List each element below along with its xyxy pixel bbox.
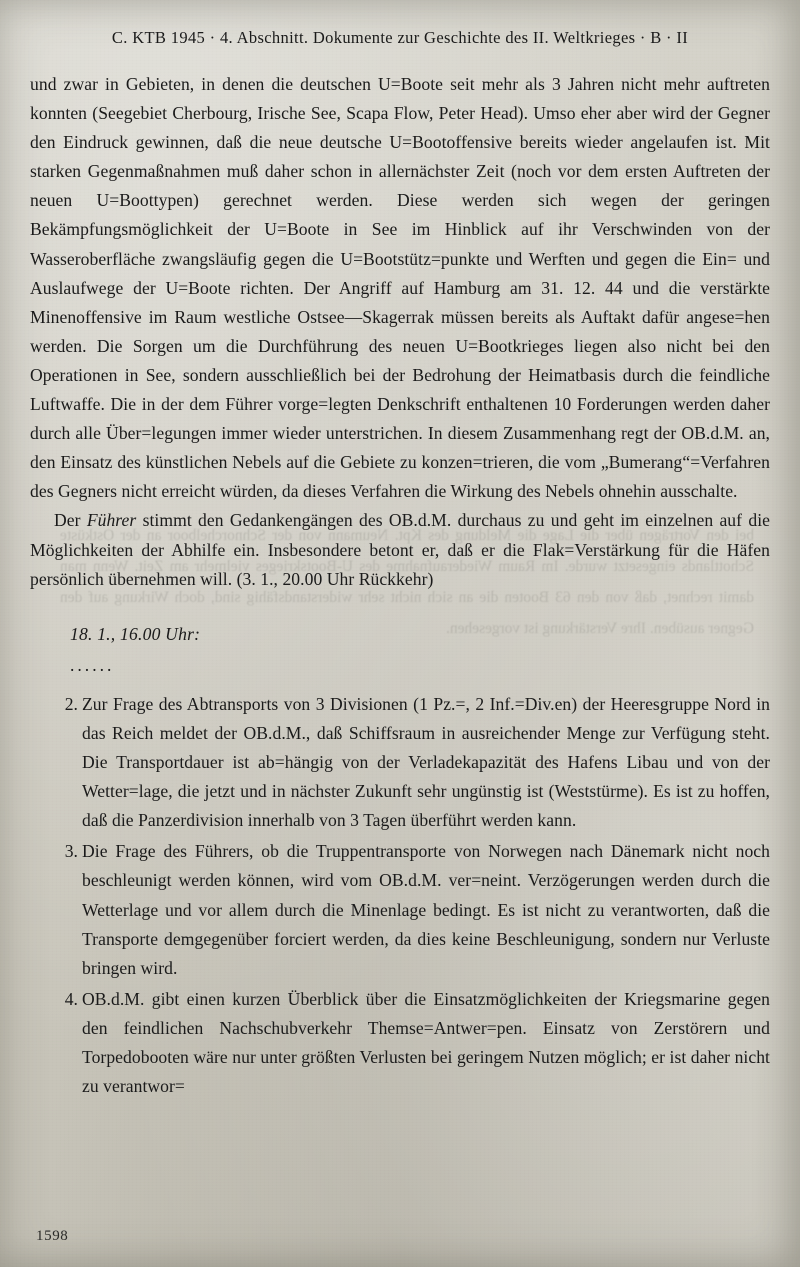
paragraph-2-lead: Der — [54, 510, 87, 531]
list-item — [30, 837, 770, 982]
list-item-text: Die Frage des Führers, ob die Truppentransporte von Norwegen nach Dänemark nicht noch beschleunigt werden können, wird vom OB.d.M. ver=neint. Verzögerungen werden durch die Wetterlage und vor allem durch die Minenlage bedingt. Es ist nicht zu verantworten, daß die Transporte demgegenüber forciert werden, da dies keine Beschleunigung, sondern nur Verluste bringen wird. — [82, 841, 770, 978]
list-item-text: Zur Frage des Abtransports von 3 Divisionen (1 Pz.=, 2 Inf.=Div.en) der Heeresgruppe Nord in das Reich meldet der OB.d.M., daß Schiffsraum in ausreichender Menge zur Verfügung steht. Die Transportdauer ist ab=hängig von der Verladekapazität des Hafens Libau und von der Wetter=lage, die jetzt und in nächster Zukunft sehr ungünstig ist (Weststürme). Es ist zu hoffen, daß die Panzerdivision innerhalb von 3 Tagen überführt werden kann. — [82, 693, 770, 831]
list-item-number: 3. — [64, 841, 78, 862]
numbered-list — [30, 690, 770, 1101]
list-item-number: 4. — [64, 988, 78, 1009]
list-item — [30, 690, 770, 835]
paragraph-2 — [30, 506, 770, 593]
list-item-text: OB.d.M. gibt einen kurzen Überblick über die Einsatzmöglichkeiten der Kriegsmarine gegen den feindlichen Nachschubverkehr Themse=Antwer=pen. Einsatz von Zerstörern und Torpedobooten wäre nur unter größten Verlusten bei geringem Nutzen möglich; er ist daher nicht zu verantwor= — [82, 988, 770, 1097]
show-through-text: bei den Vorträgen über die Lage die Meldung des Kpt. Neumann von der Schnorchelboor an der Ostküste Schottlands eingesetzt wurde. Im Raum Wiederaufnahme des U-Bootskrieges vielmehr am Zeit. Wenn man damit rechnet, daß von den 63 Booten die an sich nicht sehr widerstandsfähig sind, doch Wirkung auf den Gegner ausüben. Ihre Verstärkung ist vorgesehen. — [60, 527, 754, 637]
running-head: C. KTB 1945 · 4. Abschnitt. Dokumente zur Geschichte des II. Weltkrieges · B · II — [111, 28, 689, 47]
list-item-number: 2. — [64, 693, 78, 714]
document-body — [30, 70, 770, 1101]
page-number: 1598 — [36, 1228, 69, 1244]
ellipsis-line: ...... — [70, 654, 115, 675]
paragraph-2-rest: stimmt den Gedankengängen des OB.d.M. durchaus zu und geht im einzelnen auf die Möglichkeiten der Abhilfe ein. Insbesondere betont er, daß er die Flak=Verstärkung für die Häfen persönlich übernehmen will. (3. 1., 20.00 Uhr Rückkehr) — [30, 510, 770, 589]
fuehrer-italic: Führer — [86, 510, 137, 531]
dateline: 18. 1., 16.00 Uhr: — [70, 623, 201, 644]
paragraph-1: und zwar in Gebieten, in denen die deutschen U=Boote seit mehr als 3 Jahren nicht mehr auftreten konnten (Seegebiet Cherbourg, Irische See, Scapa Flow, Peter Head). Umso eher aber wird der Gegner den Eindruck gewinnen, daß die neue deutsche U=Bootoffensive bereits wieder angelaufen ist. Mit starken Gegenmaßnahmen muß daher schon in allernächster Zeit (noch vor dem ersten Auftreten der neuen U=Boottypen) gerechnet werden. Diese werden sich wegen der geringen Bekämpfungsmöglichkeit der U=Boote in See im Hinblick auf ihr Verschwinden von der Wasseroberfläche zwangsläufig gegen die U=Bootstütz=punkte und Werften und gegen die Ein= und Auslaufwege der U=Boote richten. Der Angriff auf Hamburg am 31. 12. 44 und die verstärkte Minenoffensive im Raum westliche Ostsee—Skagerrak müssen bereits als Auftakt dafür angese=hen werden. Die Sorgen um die Durchführung des neuen U=Bootkrieges liegen also nicht bei den Operationen in See, sondern ausschließlich bei der Bedrohung der Heimatbasis durch die feindliche Luftwaffe. Die in der dem Führer vorge=legten Denkschrift enthaltenen 10 Forderungen werden daher durch alle Über=legungen immer wieder unterstrichen. In diesem Zusammenhang regt der OB.d.M. an, den Einsatz des künstlichen Nebels auf die Gebiete zu konzen=trieren, die vom „Bumerang“=Verfahren des Gegners nicht erreicht würden, da dieses Verfahren die Wirkung des Nebels ohnehin ausschalte. — [30, 74, 770, 502]
list-item — [30, 985, 770, 1101]
